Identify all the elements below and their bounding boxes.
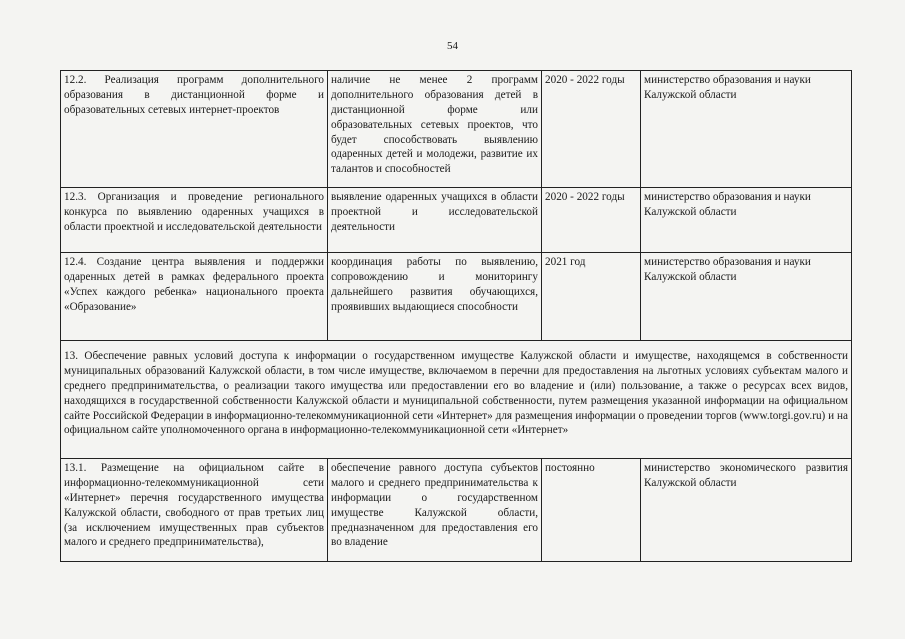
table-row (61, 459, 852, 562)
measure-cell: 13.1. Размещение на официальном сайте в информационно-телекоммуникационной сети «Интернет» перечня государственного имущества Калужской области, свободного от прав третьих лиц (за исключением имущественных прав субъектов малого и среднего предпринимательства), (61, 459, 328, 562)
executor-cell: министерство экономического развития Калужской области (641, 459, 852, 562)
table-row (61, 188, 852, 253)
term-cell: 2021 год (542, 253, 641, 341)
result-cell: координация работы по выявлению, сопровождению и мониторингу дальнейшего развития обучающихся, проявивших выдающиеся способности (328, 253, 542, 341)
measure-cell: 12.2. Реализация программ дополнительного образования в дистанционной форме и образовательных сетевых интернет-проектов (61, 71, 328, 188)
result-cell: выявление одаренных учащихся в области проектной и исследовательской деятельности (328, 188, 542, 253)
table-row (61, 71, 852, 188)
result-cell: обеспечение равного доступа субъектов малого и среднего предпринимательства к информации о государственном имуществе Калужской области, предназначенном для предоставления его во владение (328, 459, 542, 562)
term-cell: 2020 - 2022 годы (542, 71, 641, 188)
page-number: 54 (447, 40, 458, 52)
term-cell: 2020 - 2022 годы (542, 188, 641, 253)
executor-cell: министерство образования и науки Калужской области (641, 71, 852, 188)
measure-cell: 12.3. Организация и проведение регионального конкурса по выявлению одаренных учащихся в области проектной и исследовательской деятельности (61, 188, 328, 253)
table-row (61, 253, 852, 341)
measures-table (60, 70, 852, 562)
term-cell: постоянно (542, 459, 641, 562)
measure-cell: 12.4. Создание центра выявления и поддержки одаренных детей в рамках федерального проекта «Успех каждого ребенка» национального проекта «Образование» (61, 253, 328, 341)
section-row (61, 341, 852, 459)
result-cell: наличие не менее 2 программ дополнительного образования детей в дистанционной форме или образовательных сетевых проектов, что будет способствовать выявлению одаренных детей и молодежи, развитие их талантов и способностей (328, 71, 542, 188)
executor-cell: министерство образования и науки Калужской области (641, 253, 852, 341)
section-13-heading: 13. Обеспечение равных условий доступа к информации о государственном имуществе Калужской области и имуществе, находящемся в собственности муниципальных образований Калужской области, в том числе имуществе, включаемом в перечни для предоставления на льготных условиях субъектам малого и среднего предпринимательства, о реализации такого имущества или предоставлении его во владение и (или) пользование, а также о ресурсах всех видов, находящихся в государственной собственности Калужской области и муниципальной собственности, путем размещения указанной информации на официальном сайте Российской Федерации в информационно-телекоммуникационной сети «Интернет» для размещения информации о проведении торгов (www.torgi.gov.ru) и на официальном сайте уполномоченного органа в информационно-телекоммуникационной сети «Интернет» (61, 341, 852, 459)
executor-cell: министерство образования и науки Калужской области (641, 188, 852, 253)
